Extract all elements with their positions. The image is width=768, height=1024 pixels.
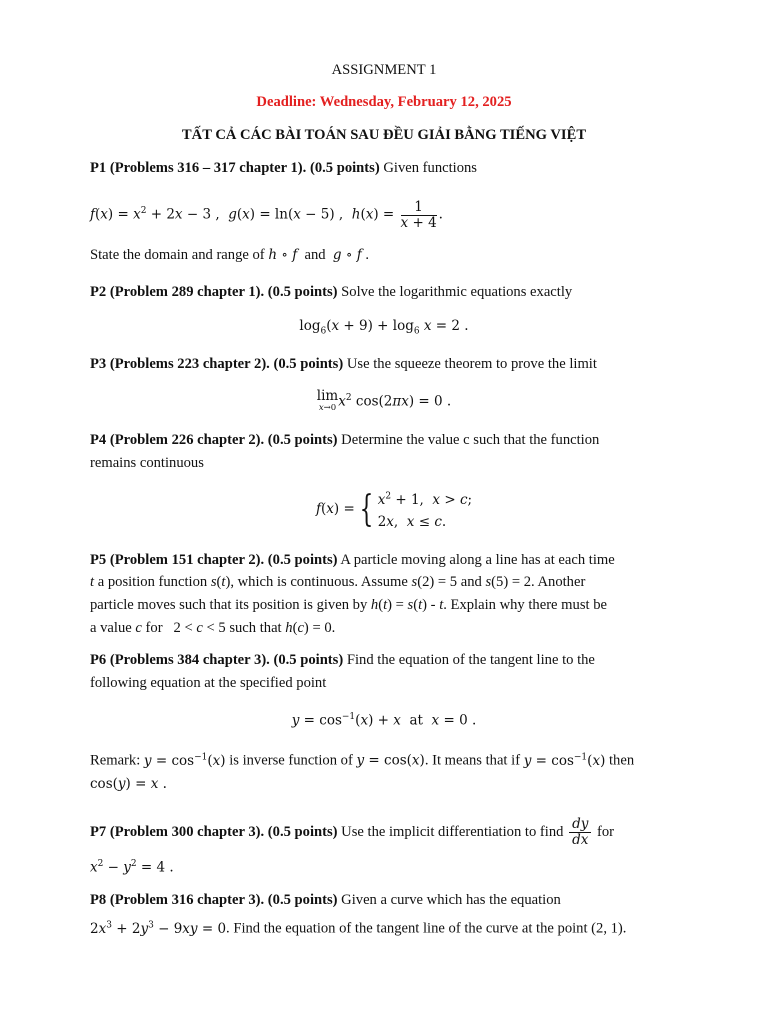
p4-text-2: remains continuous: [90, 455, 204, 471]
p3-limit-equation: lim x→0 $x^2$ cos(2πx) = 0 .: [316, 388, 452, 413]
deadline: Deadline: Wednesday, February 12, 2025: [256, 94, 512, 110]
problem-1-head: P1 (Problems 316 – 317 chapter 1). (0.5 points): [90, 160, 380, 176]
problem-6: P6 (Problems 384 chapter 3). (0.5 points) Find the equation of the tangent line to the: [90, 652, 595, 668]
problem-5: P5 (Problem 151 chapter 2). (0.5 points) A particle moving along a line has at each time: [90, 552, 615, 568]
problem-7: P7 (Problem 300 chapter 3). (0.5 points) Use the implicit differentiation to find $\frac{dy}{dx}$ for: [90, 816, 615, 849]
instruction-heading: TẤT CẢ CÁC BÀI TOÁN SAU ĐỀU GIẢI BẰNG TIẾNG VIỆT: [181, 127, 587, 143]
p7-equation: $x^2 - y^2 = 4$ .: [90, 859, 174, 876]
p2-equation: $\log_6(x + 9) + \log_6 x = 2$ .: [299, 318, 469, 337]
p6-remark: Remark: $y = \cos^{-1}(x)$ is inverse function of y = cos(x). It means that if $y = \cos^{-1}(x)$ then: [90, 752, 635, 769]
p5-line-2: t a position function s(t), which is continuous. Assume s(2) = 5 and s(5) = 2. Another: [90, 574, 586, 590]
problem-2: P2 (Problem 289 chapter 1). (0.5 points) Solve the logarithmic equations exactly: [90, 284, 573, 300]
problem-3: P3 (Problems 223 chapter 2). (0.5 points) Use the squeeze theorem to prove the limit: [90, 356, 597, 372]
p4-piecewise-function: f(x) = { $x^2 + 1$, x > c; 2x, x ≤ c.: [316, 488, 473, 531]
problem-1: [90, 158, 477, 178]
problem-1-text: Given functions: [379, 160, 477, 176]
p1-functions-equation: $f(x) = x^2 + 2x - 3$ , g(x) = ln(x − 5) , h(x) = $\frac{1}{x + 4}$ .: [90, 198, 443, 231]
problem-4: P4 (Problem 226 chapter 2). (0.5 points) Determine the value c such that the function: [90, 432, 600, 448]
p6-equation: $y = \cos^{-1}(x) + x$ at x = 0 .: [291, 712, 477, 729]
p5-line-3: particle moves such that its position is given by h(t) = s(t) - t. Explain why there must be: [90, 597, 607, 613]
p5-line-4: a value c for 2 < c < 5 such that h(c) = 0.: [90, 620, 336, 636]
p8-equation-line: $2x^3 + 2y^3 - 9xy = 0$. Find the equation of the tangent line of the curve at the point (2, 1).: [90, 920, 627, 937]
p6-remark-2: cos(y) = x .: [90, 776, 167, 792]
assignment-title: ASSIGNMENT 1: [331, 62, 437, 78]
p1-question: State the domain and range of h ∘ f and g ∘ f .: [90, 247, 370, 263]
p6-text-2: following equation at the specified point: [90, 675, 327, 691]
problem-8: P8 (Problem 316 chapter 3). (0.5 points) Given a curve which has the equation: [90, 892, 561, 908]
